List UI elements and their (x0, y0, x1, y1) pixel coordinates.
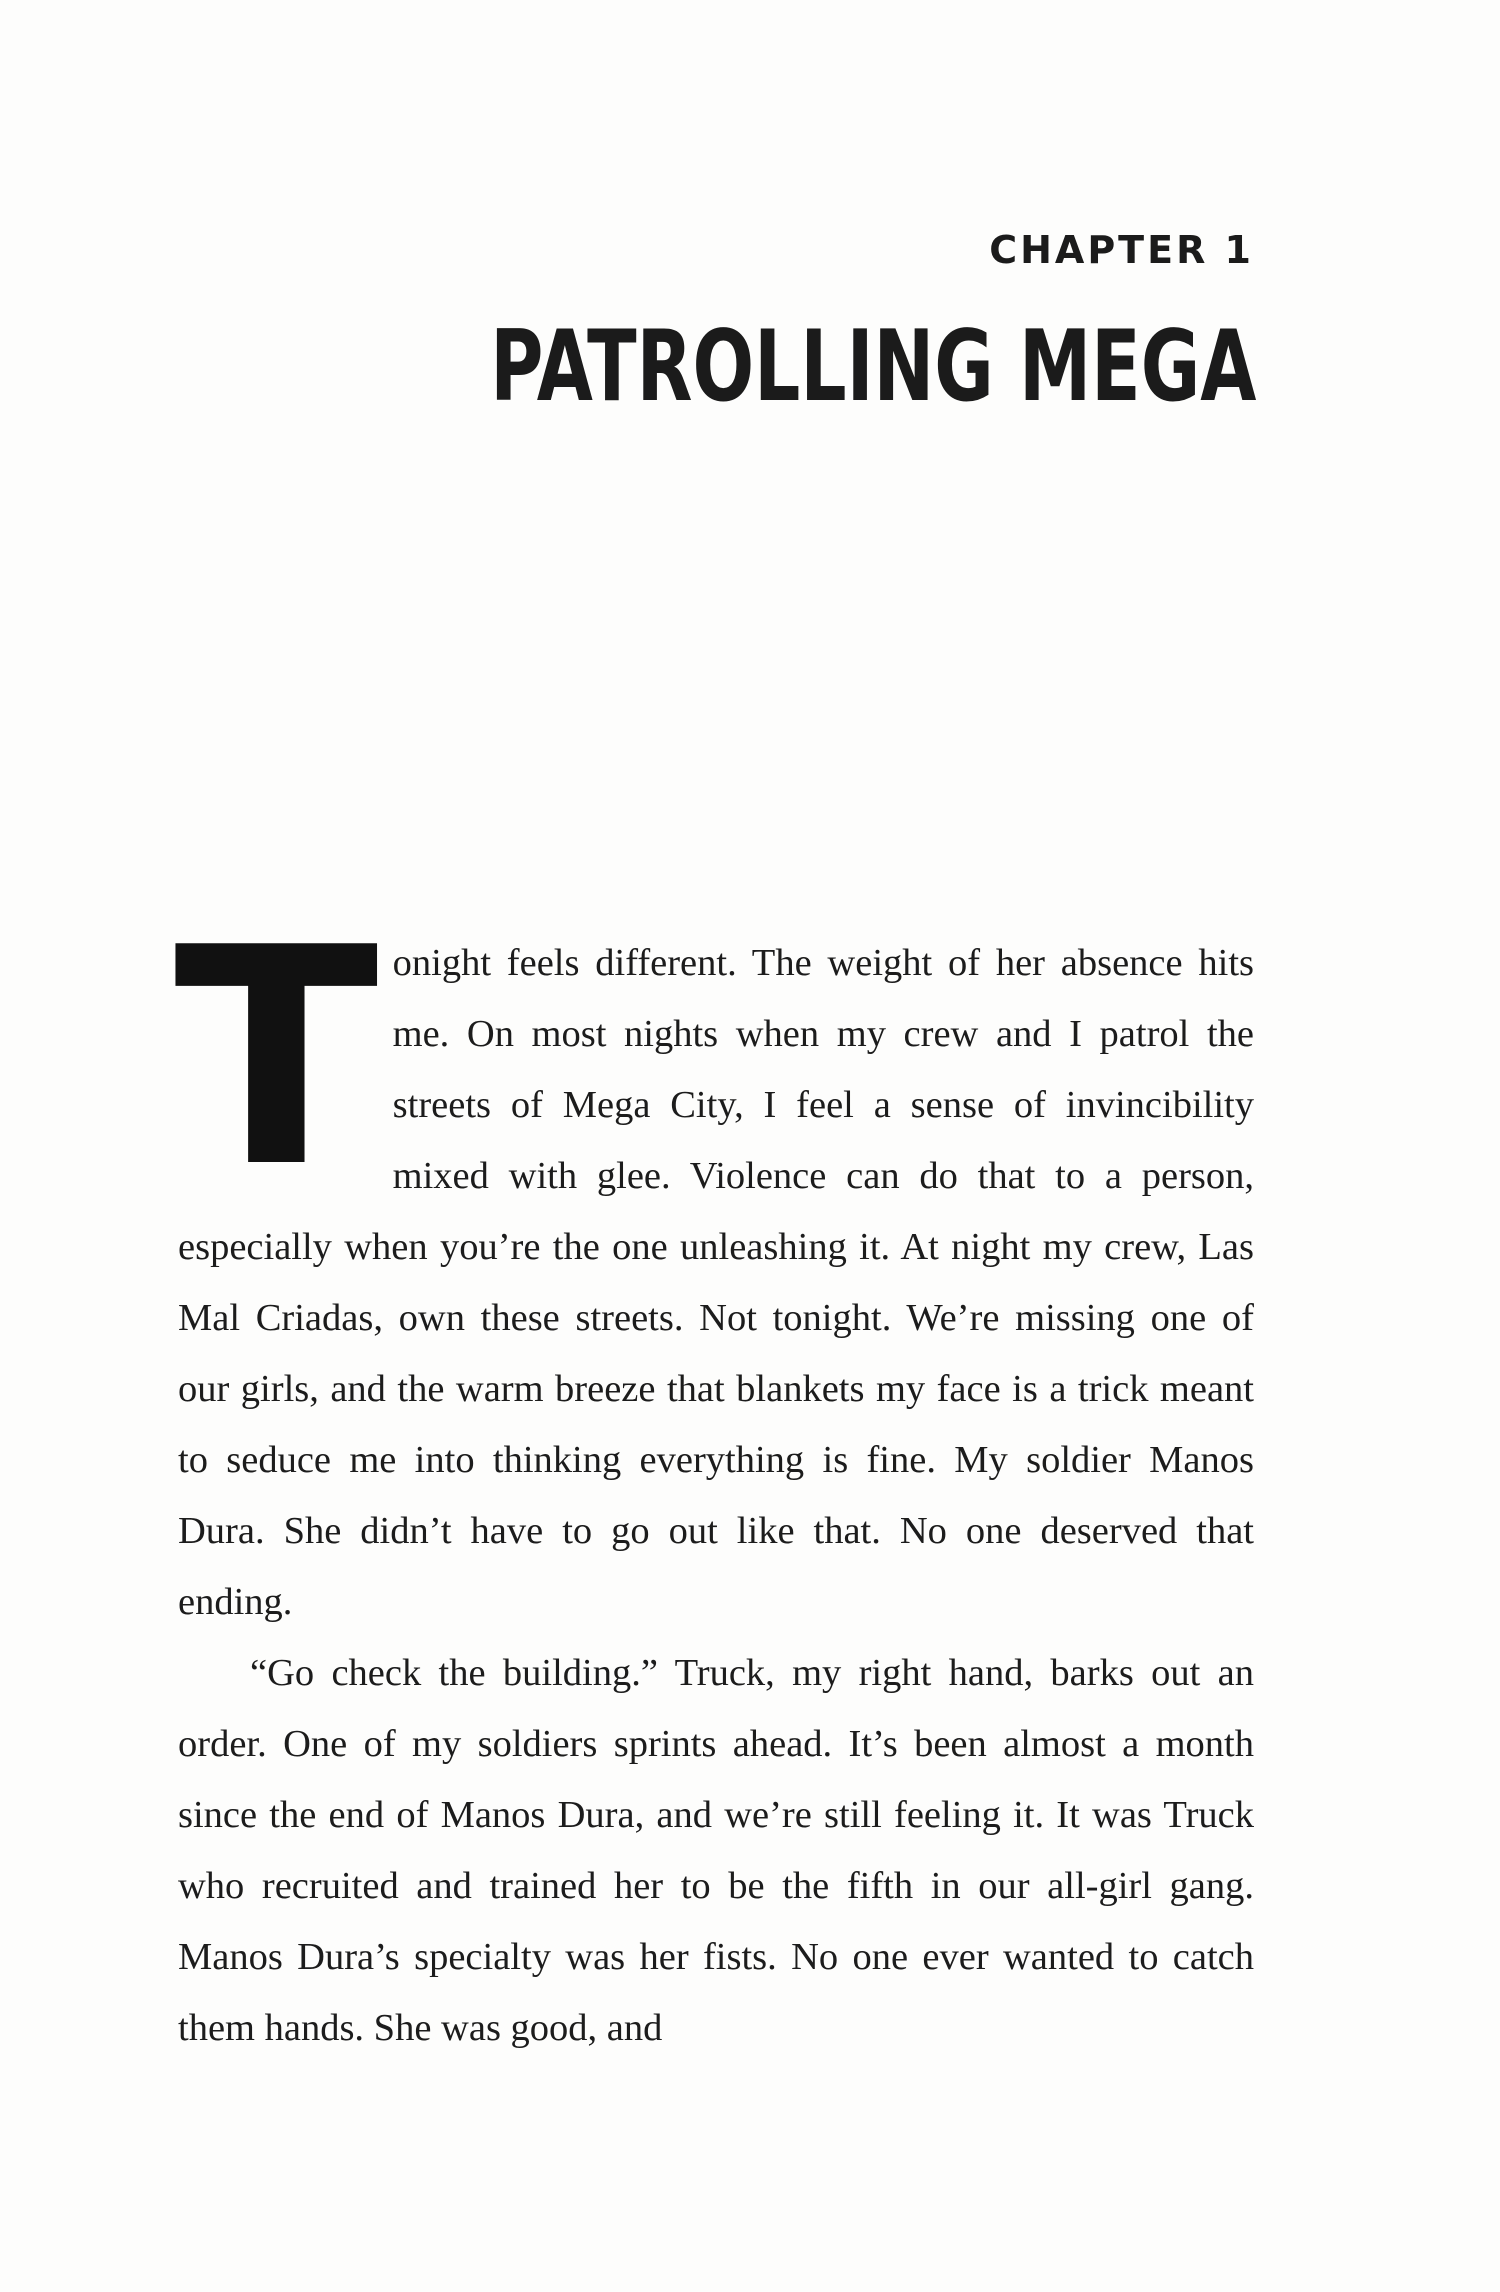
chapter-body (174, 884, 1254, 2064)
drop-cap: T (174, 884, 379, 1233)
chapter-label: CHAPTER 1 (989, 228, 1254, 272)
paragraph-1-text: onight feels different. The weight of her absence hits me. On most nights when my crew and I patrol the streets of Mega City, I feel a sense of invincibility mixed with glee. Violence can do that to a person, especially when you’re the one unleashing it. At night my crew, Las Mal Criadas, own these streets. Not tonight. We’re missing one of our girls, and the warm breeze that blankets my face is a trick meant to seduce me into thinking everything is fine. My soldier Manos Dura. She didn’t have to go out like that. No one deserved that ending. (178, 942, 1254, 1623)
paragraph-2: “Go check the building.” Truck, my right hand, barks out an order. One of my soldiers sprints ahead. It’s been almost a month since the end of Manos Dura, and we’re still feeling it. It was Truck who recruited and trained her to be the fifth in our all-girl gang. Manos Dura’s specialty was her fists. No one ever wanted to catch them hands. She was good, and (178, 1652, 1254, 2049)
chapter-title: PATROLLING MEGA (489, 310, 1256, 424)
paragraph-1 (174, 884, 1254, 1638)
